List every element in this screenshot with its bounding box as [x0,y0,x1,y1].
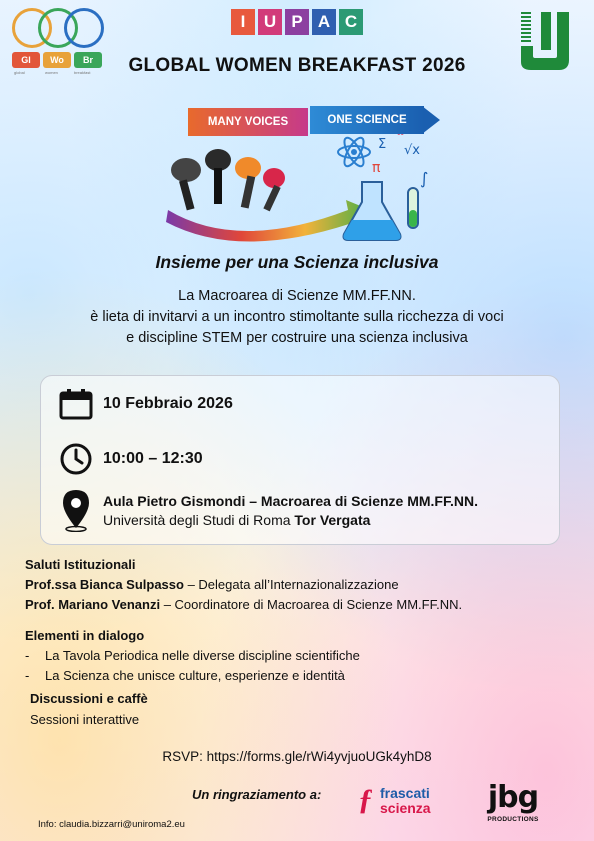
intro-line: e discipline STEM per costruire una scienza inclusiva [126,330,468,346]
bullet-dash: - [25,648,30,663]
jbg-text: jbg [487,780,539,815]
dialogo-item-text: La Scienza che unisce culture, esperienze e identità [45,668,345,683]
location-line-1: Aula Pietro Gismondi – Macroarea di Scienze MM.FF.NN. [103,493,478,509]
tagline: Insieme per una Scienza inclusiva [155,252,439,272]
speaker-1-role: – Delegata all’Internazionalizzazione [183,577,399,592]
iupac-logo [231,9,363,35]
science-symbols-icon [338,126,428,240]
iupac-letter: U [258,9,282,35]
scienza-text: scienza [380,800,431,816]
logo-small-word: breakfast [74,70,91,75]
footer-contact: Info: claudia.bizzarri@uniroma2.eu [38,819,185,830]
thanks-label: Un ringraziamento a: [192,787,322,802]
caffe-heading: Discussioni e caffè [30,691,148,706]
iupac-letter: A [312,9,336,35]
logo-small-word: global [14,70,25,75]
jbg-productions-logo [482,780,544,836]
jbg-subtitle: PRODUCTIONS [487,816,539,823]
speaker-2-role: – Coordinatore di Macroarea di Scienze MM.FF.NN. [160,597,463,612]
iupac-letter: C [339,9,363,35]
bullet-dash: - [25,668,30,683]
one-science-banner: ONE SCIENCE [310,106,424,134]
dialogo-item [25,668,345,683]
svg-text:√x: √x [404,143,420,158]
intro-line: è lieta di invitarvi a un incontro stimoltante sulla ricchezza di voci [90,309,504,325]
speaker-1-name: Prof.ssa Bianca Sulpasso [25,577,184,592]
intro-line: La Macroarea di Scienze MM.FF.NN. [178,288,416,304]
iupac-letter: I [231,9,255,35]
iupac-letter: P [285,9,309,35]
frascati-f-icon: ƒ [358,783,373,816]
dialogo-item [25,648,360,663]
saluti-heading: Saluti Istituzionali [25,557,136,572]
speaker-2-name: Prof. Mariano Venanzi [25,597,161,612]
logo-chip: Br [74,52,102,68]
location-pin-icon [61,488,91,537]
many-voices-banner: MANY VOICES [188,108,308,136]
intro-text [0,286,594,349]
event-date: 10 Febbraio 2026 [103,395,233,412]
dialogo-item-text: La Tavola Periodica nelle diverse discipline scientifiche [45,648,360,663]
speaker-1 [25,577,399,592]
svg-text:∫: ∫ [420,169,429,188]
microphone-icon [171,149,285,211]
svg-text:Σ: Σ [378,137,387,152]
logo-chip: Wo [43,52,71,68]
location-line-2 [103,512,370,528]
frascati-text: frascati [380,785,430,801]
event-time: 10:00 – 12:30 [103,450,203,467]
location-university: Università degli Studi di Roma [103,512,295,528]
dialogo-heading: Elementi in dialogo [25,628,145,643]
caffe-text: Sessioni interattive [30,712,140,727]
rsvp-link[interactable]: RSVP: https://forms.gle/rWi4yvjuoUGk4yhD8 [162,749,432,764]
page-title: GLOBAL WOMEN BREAKFAST 2026 [128,55,466,76]
speaker-2 [25,597,462,612]
many-voices-illustration [148,92,450,252]
svg-text:π: π [372,160,381,176]
logo-ring [64,8,104,48]
calendar-icon [59,388,93,425]
logo-chip: Gl [12,52,40,68]
location-tor-vergata: Tor Vergata [294,512,371,528]
frascati-scienza-logo [358,783,468,819]
event-details-box [40,375,560,545]
clock-icon [59,442,93,481]
logo-small-word: women [45,70,58,75]
